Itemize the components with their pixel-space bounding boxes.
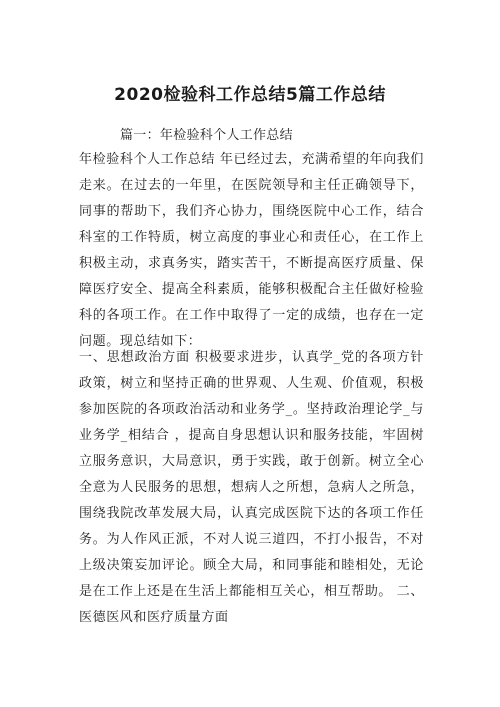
- body-paragraph-1: 年检验科个人工作总结 年已经过去，充满希望的年向我们走来。在过去的一年里，在医院领导和主任正确领导下，同事的帮助下，我们齐心协力，围绕医院中心工作，结合科室的工作特质，树立高度的事业心和责任心，在工作上积极主动，求真务实，踏实苦干，不断提高医疗质量、保障医疗安全、提高全科素质，能够积极配合主任做好检验科的各项工作。在工作中取得了一定的成绩，也存在一定问题。现总结如下：: [79, 152, 424, 349]
- document-title: 2020检验科工作总结5篇工作总结: [114, 85, 386, 105]
- body-paragraph-2: 一、思想政治方面 积极要求进步，认真学_党的各项方针政策，树立和坚持正确的世界观、人生观、价值观，积极参加医院的各项政治活动和业务学_。坚持政治理论学_与业务学_相结合 ，提高自身思想认识和服务技能，牢固树立服务意识，大局意识，勇于实践，敢于创新。树立全心全意为人民服务的思想，想病人之所想，急病人之所急，围绕我院改革发展大局，认真完成医院下达的各项工作任务。为人作风正派，不对人说三道四，不打小报告，不对上级决策妄加评论。顾全大局，和同事能和睦相处，无论是在工作上还是在生活上都能相互关心，相互帮助。 二、医德医风和医疗质量方面: [79, 350, 424, 625]
- section-heading: 篇一：年检验科个人工作总结: [120, 128, 293, 143]
